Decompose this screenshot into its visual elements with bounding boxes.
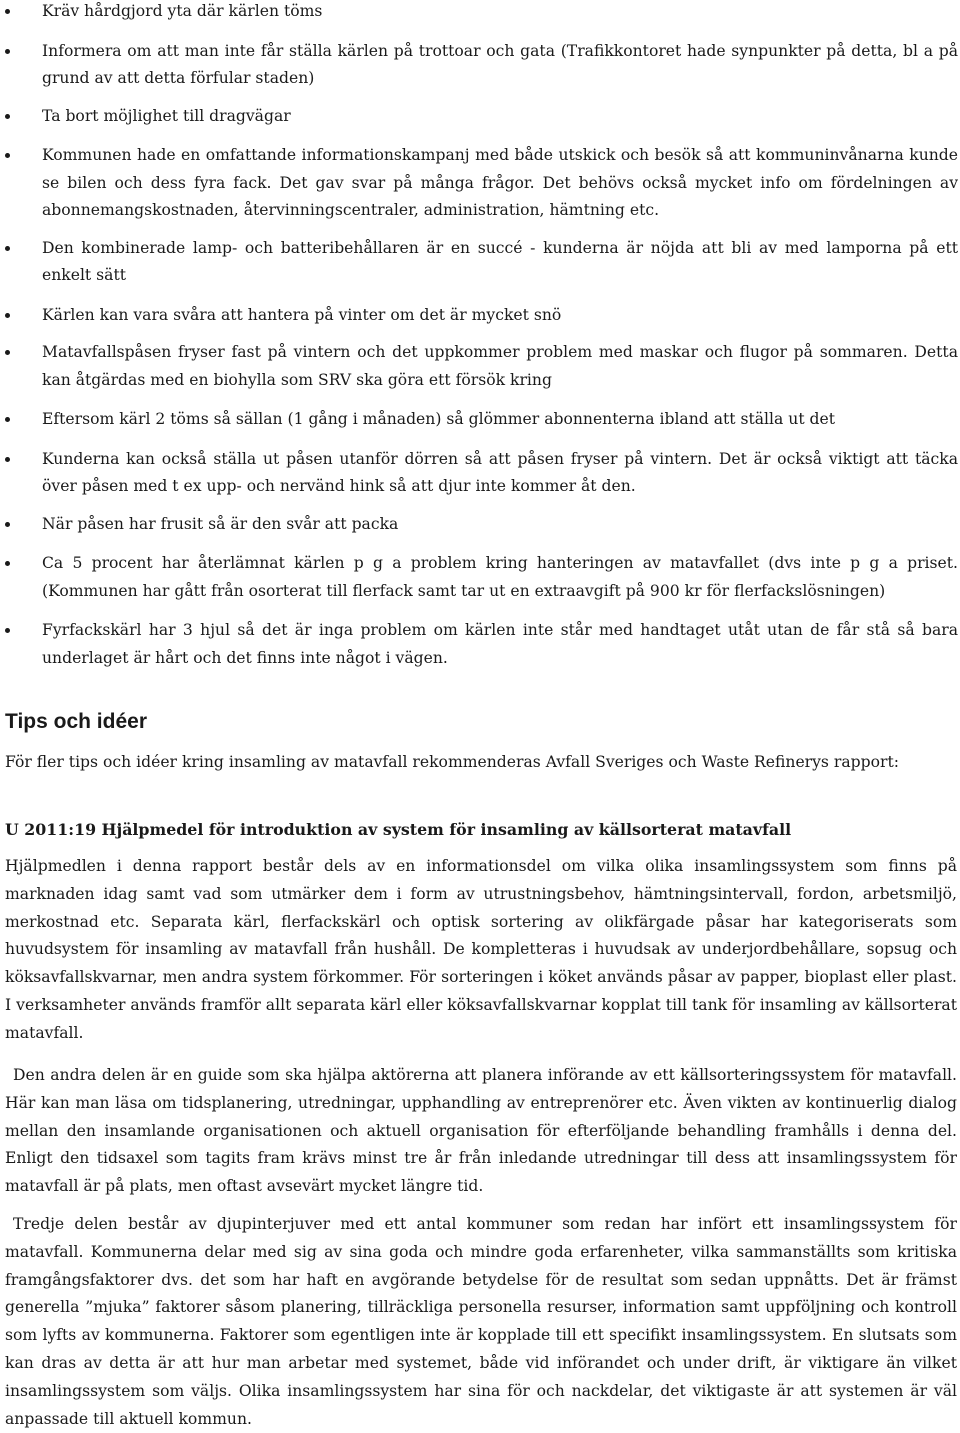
bullet-text: När påsen har frusit så är den svår att packa [42,514,399,533]
bullet-text: Matavfallspåsen fryser fast på vintern och det uppkommer problem med maskar och flugor på sommaren. Detta kan åtgärdas med en biohylla som SRV ska göra ett försök kring [42,343,958,389]
bullet-text: Fyrfackskärl har 3 hjul så det är inga problem om kärlen inte står med handtaget utåt utan de får stå så bara underlaget är hårt och det finns inte något i vägen. [42,621,958,667]
bullet-dot-icon [5,49,10,54]
bullet-dot-icon [5,417,10,422]
bullet-text: Den kombinerade lamp- och batteribehållaren är en succé - kunderna är nöjda att bli av med lamporna på ett enkelt sätt [42,238,958,284]
list-item [0,339,960,394]
bullet-text: Kärlen kan vara svåra att hantera på vinter om det är mycket snö [42,305,562,324]
bullet-text: Kunderna kan också ställa ut påsen utanför dörren så att påsen fryser på vintern. Det är också viktigt att täcka över påsen med t ex upp- och nervänd hink så att djur inte kommer åt den. [42,449,958,495]
bullet-dot-icon [5,628,10,633]
report-title: U 2011:19 Hjälpmedel för introduktion av system för insamling av källsorterat matavfall [5,820,792,839]
bullet-text: Eftersom kärl 2 töms så sällan (1 gång i månaden) så glömmer abonnenterna ibland att ställa ut det [42,410,836,428]
list-item [0,446,960,501]
bullet-dot-icon [5,9,10,14]
list-item [0,38,960,93]
bullet-dot-icon [5,313,10,318]
list-item [0,0,960,26]
bullet-dot-icon [5,561,10,566]
body-paragraph: Den andra delen är en guide som ska hjälpa aktörerna att planera införande av ett källsorteringssystem för matavfall. Här kan man läsa om tidsplanering, utredningar, upphandling av entreprenörer etc. Även vikten av kontinuerlig dialog mellan den insamlande organisationen och aktuell organisation för efterföljande behandling framhålls i denna del. Enligt den tidsaxel som tagits fram krävs minst tre år från inledande utredningar till dess att insamlingssystem för matavfall är på plats, men oftast avsevärt mycket längre tid. [5,1066,957,1196]
list-item [0,302,960,330]
bullet-text: Kräv hårdgjord yta där kärlen töms [42,2,323,20]
list-item [0,550,960,605]
bullet-list [0,0,960,672]
bullet-dot-icon [5,350,10,355]
bullet-dot-icon [5,153,10,158]
body-paragraph: Tredje delen består av djupinterjuver med ett antal kommuner som redan har infört ett insamlingssystem för matavfall. Kommunerna delar med sig av sina goda och mindre goda erfarenheter, vilka sammanställts som kritiska framgångsfaktorer dvs. det som har haft en avgörande betydelse för de resultat som sedan uppnåtts. Det är främst generella ”mjuka” faktorer såsom planering, tillräckliga personella resurser, information samt uppföljning och kontroll som lyfts av kommunerna. Faktorer som egentligen inte är kopplade till ett specifikt insamlingssystem. En slutsats som kan dras av detta är att hur man arbetar med systemet, både vid införandet och under drift, är viktigare än vilket insamlingssystem som väljs. Olika insamlingssystem har sina för och nackdelar, det viktigaste är att systemen är väl anpassade till aktuell kommun. [5,1215,957,1428]
bullet-text: Kommunen hade en omfattande informationskampanj med både utskick och besök så att kommuninvånarna kunde se bilen och dess fyra fack. Det gav svar på många frågor. Det behövs också mycket info om fördelningen av abonnemangskostnaden, återvinningscentraler, administration, hämtning etc. [42,146,958,219]
bullet-dot-icon [5,114,10,119]
list-item [0,103,960,131]
list-item [0,511,960,539]
bullet-text: Ca 5 procent har återlämnat kärlen p g a problem kring hanteringen av matavfallet (dvs inte p g a priset. (Kommunen har gått från osorterat till flerfack samt tar ut en extraavgift på 900 kr för flerfackslösningen) [42,554,958,600]
section-heading: Tips och idéer [5,710,147,733]
body-paragraph: Hjälpmedlen i denna rapport består dels av en informationsdel om vilka olika insamlingssystem som finns på marknaden idag samt vad som utmärker dem i form av utrustningsbehov, hämtningsintervall, fordon, arbetsmiljö, merkostnad etc. Separata kärl, flerfackskärl och optisk sortering av olikfärgade påsar har kategoriserats som huvudsystem för insamling av matavfall från hushåll. De kompletteras i huvudsak av underjordbehållare, sopsug och köksavfallskvarnar, men andra system förkommer. För sorteringen i köket används påsar av papper, bioplast eller plast. I verksamheter används framför allt separata kärl eller köksavfallskvarnar kopplat till tank för insamling av källsorterat matavfall. [5,857,957,1042]
list-item [0,142,960,225]
bullet-dot-icon [5,522,10,527]
intro-paragraph: För fler tips och idéer kring insamling av matavfall rekommenderas Avfall Sveriges och Waste Refinerys rapport: [5,753,899,771]
bullet-text: Informera om att man inte får ställa kärlen på trottoar och gata (Trafikkontoret hade synpunkter på detta, bl a på grund av att detta förfular staden) [42,41,958,87]
list-item [0,617,960,672]
list-item [0,235,960,290]
bullet-dot-icon [5,246,10,251]
bullet-text: Ta bort möjlighet till dragvägar [42,106,291,125]
bullet-dot-icon [5,457,10,462]
list-item [0,406,960,434]
